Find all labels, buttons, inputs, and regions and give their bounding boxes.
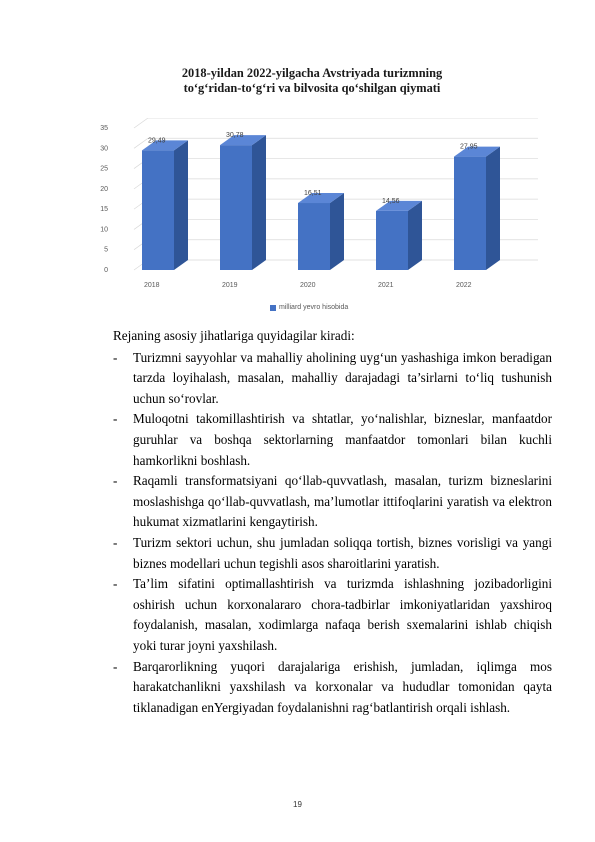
bar [454, 157, 486, 270]
y-tick-label: 15 [100, 206, 108, 214]
bar [376, 211, 408, 270]
x-tick-label: 2022 [456, 282, 472, 289]
list-item-text: Barqarorlikning yuqori darajalariga erishish, jumladan, iqlimga mos harakatchanlikni yaxshilash va korxonalar va hududlar tomonidan qayta tiklanadigan enYergiyadan foydalanishni rag‘batlantirish orqali ishlash. [133, 658, 552, 715]
data-label: 16,51 [304, 190, 322, 198]
dash-marker: - [113, 349, 118, 365]
list-item [113, 471, 552, 533]
list-item [113, 409, 552, 471]
chart-title-line-2: to‘g‘ridan-to‘g‘ri va bilvosita qo‘shilgan qiymati [183, 81, 441, 95]
list-item-text: Turizm sektori uchun, shu jumladan soliqqa tortish, biznes vorisligi va yangi biznes modellari uchun tegishli asos sharoitlarini yaratish. [133, 534, 552, 571]
list-item [113, 657, 552, 719]
bullet-list [113, 348, 552, 719]
data-label: 30,78 [226, 132, 244, 140]
dash-marker: - [113, 576, 118, 592]
x-tick-label: 2018 [144, 282, 160, 289]
list-item-text: Ta’lim sifatini optimallashtirish va turizmda ishlashning jozibadorligini oshirish uchun korxonalararo chora-tadbirlar imkoniyatlaridan yaxshiroq foydalanish, masalan, xodimlarga nafaqa berish sxemalarini ishlab chiqish yoki turar joyni yaxshilash. [133, 576, 552, 653]
y-tick-label: 0 [104, 267, 108, 274]
y-tick-label: 5 [104, 246, 108, 254]
gridline-diagonal [134, 138, 148, 148]
list-item-text: Muloqotni takomillashtirish va shtatlar, yo‘nalishlar, bizneslar, manfaatdor guruhlar va boshqa sektorlarning manfaatdor tomonlari bilan kuchli hamkorlikni boshlash. [133, 411, 552, 468]
chart-legend [270, 304, 348, 311]
dash-marker: - [113, 411, 118, 427]
intro-paragraph: Rejaning asosiy jihatlariga quyidagilar kiradi: [113, 328, 355, 343]
bar [298, 203, 330, 270]
y-tick-label: 25 [100, 165, 108, 173]
data-label: 29,49 [148, 137, 166, 145]
legend-label: milliard yevro hisobida [279, 304, 349, 311]
dash-marker: - [113, 534, 118, 550]
dash-marker: - [113, 658, 118, 674]
data-label: 27,95 [460, 143, 478, 151]
bar-chart [92, 118, 552, 298]
bar-side [408, 201, 422, 270]
bar-side [486, 147, 500, 270]
chart-title-line-1: 2018-yildan 2022-yilgacha Avstriyada turizmning [181, 66, 443, 80]
list-item-text: Raqamli transformatsiyani qo‘llab-quvvatlash, masalan, turizm bizneslarini moslashishga qo‘llab-quvvatlash, ma’lumotlar ittifoqlarini yaratish va elektron hukumat xizmatlarini kengaytirish. [133, 473, 552, 530]
gridline-diagonal [134, 118, 148, 128]
list-item [113, 533, 552, 574]
bar [220, 145, 252, 270]
list-item [113, 574, 552, 656]
y-tick-label: 30 [100, 145, 108, 153]
bar-side [330, 193, 344, 270]
x-tick-label: 2020 [300, 282, 316, 289]
y-tick-label: 20 [100, 185, 108, 193]
list-item-text: Turizmni sayyohlar va mahalliy aholining uyg‘un yashashiga imkon beradigan tarzda loyihalash, masalan, mahalliy darajadagi ta’sirlarni to‘liq tushunish uchun so‘rovlar. [133, 349, 552, 406]
bar-side [252, 135, 266, 270]
bar [142, 150, 174, 270]
page-number: 19 [293, 800, 302, 809]
legend-swatch [270, 305, 276, 311]
y-tick-label: 35 [100, 125, 108, 132]
list-item [113, 348, 552, 410]
x-tick-label: 2021 [378, 282, 394, 289]
y-tick-label: 10 [100, 226, 108, 234]
x-tick-label: 2019 [222, 282, 238, 289]
chart-title [110, 66, 514, 96]
body-text [113, 326, 552, 718]
data-label: 14,56 [382, 197, 400, 205]
bar-side [174, 140, 188, 270]
dash-marker: - [113, 473, 118, 489]
